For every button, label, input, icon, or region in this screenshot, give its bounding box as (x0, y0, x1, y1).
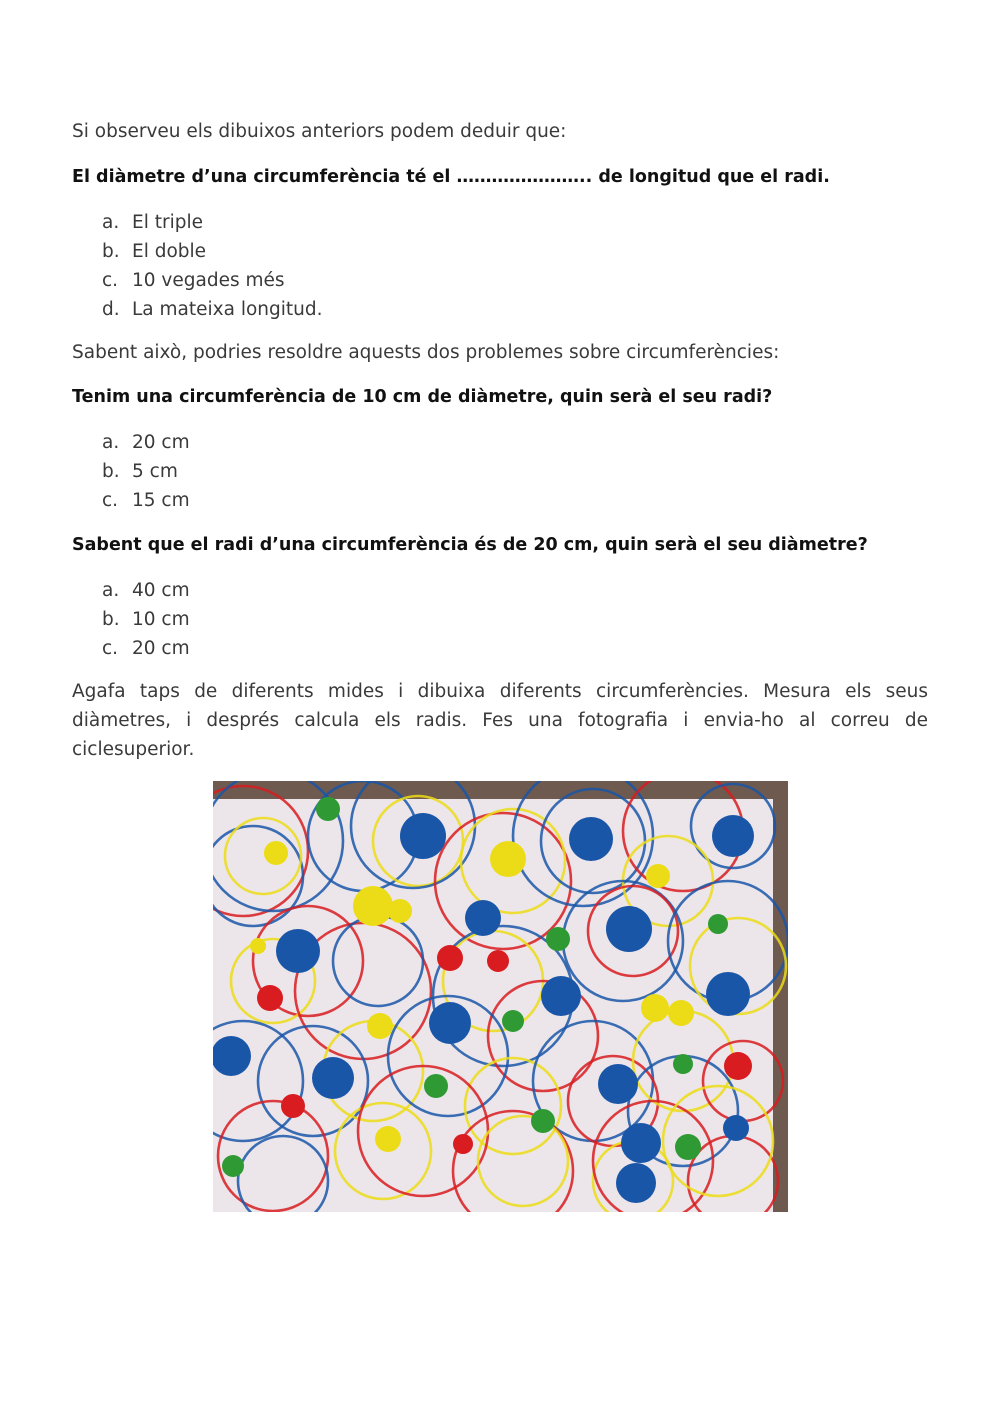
option-text: 40 cm (132, 580, 190, 601)
blue-dot (621, 1123, 661, 1163)
question-2: Tenim una circumferència de 10 cm de diàmetre, quin serà el seu radi? (72, 387, 773, 407)
yellow-dot (641, 994, 669, 1022)
red-dot (487, 950, 509, 972)
red-dot (437, 945, 463, 971)
blue-dot (400, 813, 446, 859)
question-1: El diàmetre d’una circumferència té el ………………….. de longitud que el radi. (72, 167, 830, 187)
green-dot (424, 1074, 448, 1098)
intro-text: Si observeu els dibuixos anteriors podem deduir que: (72, 121, 567, 142)
option-text: El triple (132, 212, 203, 233)
blue-dot (616, 1163, 656, 1203)
blue-dot (276, 929, 320, 973)
option-letter: a. (102, 432, 120, 453)
option-letter: b. (102, 609, 120, 630)
blue-dot (541, 976, 581, 1016)
green-dot (708, 914, 728, 934)
green-dot (673, 1054, 693, 1074)
yellow-dot (250, 938, 266, 954)
yellow-dot (388, 899, 412, 923)
option-letter: b. (102, 461, 120, 482)
yellow-dot (367, 1013, 393, 1039)
green-dot (502, 1010, 524, 1032)
green-dot (316, 797, 340, 821)
blue-dot (429, 1002, 471, 1044)
green-dot (675, 1134, 701, 1160)
option-letter: c. (102, 270, 119, 291)
red-dot (257, 985, 283, 1011)
green-dot (531, 1109, 555, 1133)
option-text: El doble (132, 241, 207, 262)
option-text: 10 cm (132, 609, 190, 630)
yellow-dot (490, 841, 526, 877)
red-dot (453, 1134, 473, 1154)
yellow-dot (353, 886, 393, 926)
red-dot (281, 1094, 305, 1118)
option-letter: b. (102, 241, 120, 262)
blue-dot (606, 906, 652, 952)
blue-dot (723, 1115, 749, 1141)
blue-dot (706, 972, 750, 1016)
blue-dot (465, 900, 501, 936)
activity-instructions: Agafa taps de diferents mides i dibuixa diferents circumferències. Mesura els seus diàmetres, i després calcula els radis. Fes una fotografia i envia-ho al correu de ciclesuperior. (72, 681, 928, 760)
green-dot (222, 1155, 244, 1177)
question-3: Sabent que el radi d’una circumferència és de 20 cm, quin serà el seu diàmetre? (72, 535, 868, 555)
blue-dot (312, 1057, 354, 1099)
yellow-dot (668, 1000, 694, 1026)
yellow-dot (264, 841, 288, 865)
option-letter: c. (102, 638, 119, 659)
option-text: 10 vegades més (132, 270, 285, 291)
circles-artwork-photo (213, 781, 788, 1212)
option-text: 15 cm (132, 490, 190, 511)
option-text: 5 cm (132, 461, 178, 482)
option-letter: d. (102, 299, 120, 320)
blue-dot (712, 815, 754, 857)
option-text: 20 cm (132, 432, 190, 453)
option-text: 20 cm (132, 638, 190, 659)
blue-dot (598, 1064, 638, 1104)
green-dot (546, 927, 570, 951)
option-text: La mateixa longitud. (132, 299, 323, 320)
red-dot (724, 1052, 752, 1080)
transition-text: Sabent això, podries resoldre aquests dos problemes sobre circumferències: (72, 342, 780, 363)
yellow-dot (375, 1126, 401, 1152)
option-letter: c. (102, 490, 119, 511)
blue-dot (569, 817, 613, 861)
yellow-dot (646, 864, 670, 888)
option-letter: a. (102, 580, 120, 601)
option-letter: a. (102, 212, 120, 233)
